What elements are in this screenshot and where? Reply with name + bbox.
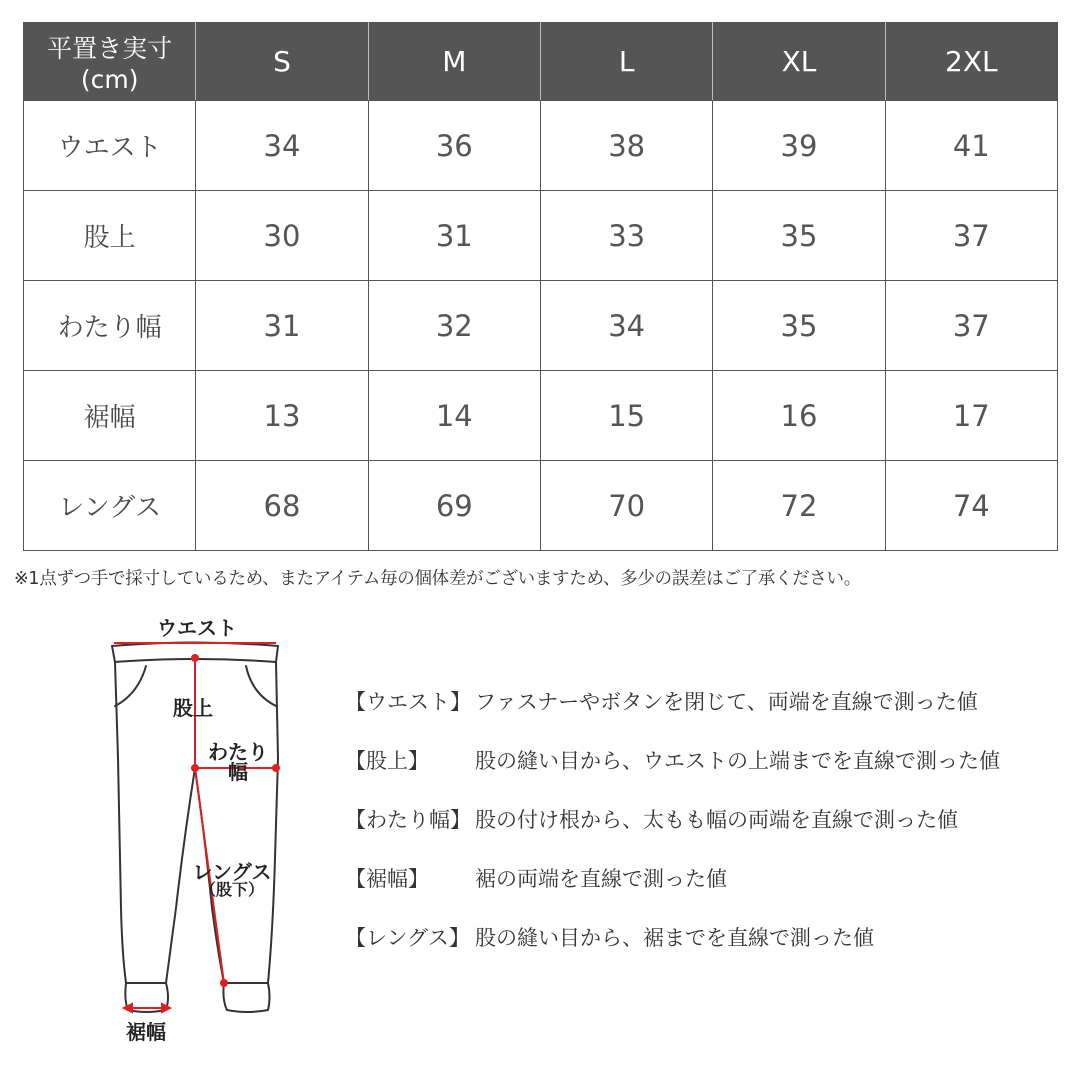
table-cell: 13 [196, 371, 368, 461]
description-term: 【裾幅】 [345, 867, 429, 891]
table-cell: 68 [196, 461, 368, 551]
diagram-label-thigh [200, 742, 276, 782]
description-term: 【ウエスト】 [345, 690, 471, 714]
header-label: 平置き実寸(cm) [24, 23, 196, 101]
table-cell: 39 [713, 101, 885, 191]
table-cell: 31 [368, 191, 540, 281]
table-header-row [24, 23, 1058, 101]
size-header: L [540, 23, 712, 101]
table-cell: 38 [540, 101, 712, 191]
description-item [345, 922, 1075, 952]
table-cell: 34 [196, 101, 368, 191]
table-row [24, 191, 1058, 281]
size-header: XL [713, 23, 885, 101]
diagram-label-waist: ウエスト [157, 616, 237, 640]
row-label: レングス [24, 461, 196, 551]
table-cell: 69 [368, 461, 540, 551]
table-cell: 37 [885, 281, 1057, 371]
table-cell: 70 [540, 461, 712, 551]
table-cell: 35 [713, 191, 885, 281]
description-text: 股の縫い目から、ウエストの上端までを直線で測った値 [475, 749, 1000, 773]
table-cell: 35 [713, 281, 885, 371]
diagram-label-hem: 裾幅 [126, 1020, 166, 1044]
description-item [345, 804, 1075, 834]
table-row [24, 461, 1058, 551]
row-label: 股上 [24, 191, 196, 281]
table-cell: 16 [713, 371, 885, 461]
description-item [345, 686, 1075, 716]
table-cell: 31 [196, 281, 368, 371]
table-row [24, 281, 1058, 371]
table-cell: 41 [885, 101, 1057, 191]
size-table [23, 22, 1058, 551]
table-row [24, 371, 1058, 461]
size-header: M [368, 23, 540, 101]
row-label: わたり幅 [24, 281, 196, 371]
diagram-label-thigh-line2: 幅 [228, 760, 248, 784]
row-label: ウエスト [24, 101, 196, 191]
table-cell: 33 [540, 191, 712, 281]
size-header: S [196, 23, 368, 101]
description-text: 裾の両端を直線で測った値 [475, 867, 727, 891]
diagram-label-length-sub: （股下） [199, 880, 264, 899]
description-term: 【レングス】 [345, 926, 470, 950]
table-cell: 36 [368, 101, 540, 191]
diagram-label-thigh-line1: わたり [208, 740, 268, 764]
table-cell: 15 [540, 371, 712, 461]
table-cell: 72 [713, 461, 885, 551]
size-header: 2XL [885, 23, 1057, 101]
pants-diagram [100, 608, 300, 1068]
diagram-label-length-main: レングス [192, 860, 272, 884]
description-item [345, 745, 1075, 775]
description-text: 股の縫い目から、裾までを直線で測った値 [475, 926, 874, 950]
description-text: ファスナーやボタンを閉じて、両端を直線で測った値 [475, 690, 978, 714]
description-text: 股の付け根から、太もも幅の両端を直線で測った値 [475, 808, 958, 832]
diagram-label-length [184, 862, 280, 898]
table-cell: 74 [885, 461, 1057, 551]
description-item [345, 863, 1075, 893]
table-row [24, 101, 1058, 191]
table-cell: 37 [885, 191, 1057, 281]
measurement-note: ※1点ずつ手で採寸しているため、またアイテム毎の個体差がございますため、多少の誤差はご了承ください。 [14, 569, 861, 589]
table-cell: 14 [368, 371, 540, 461]
row-label: 裾幅 [24, 371, 196, 461]
diagram-label-rise: 股上 [173, 696, 213, 720]
table-cell: 34 [540, 281, 712, 371]
table-cell: 30 [196, 191, 368, 281]
table-cell: 17 [885, 371, 1057, 461]
description-term: 【わたり幅】 [345, 808, 471, 832]
pants-illustration [100, 608, 300, 1068]
table-cell: 32 [368, 281, 540, 371]
description-term: 【股上】 [345, 749, 429, 773]
